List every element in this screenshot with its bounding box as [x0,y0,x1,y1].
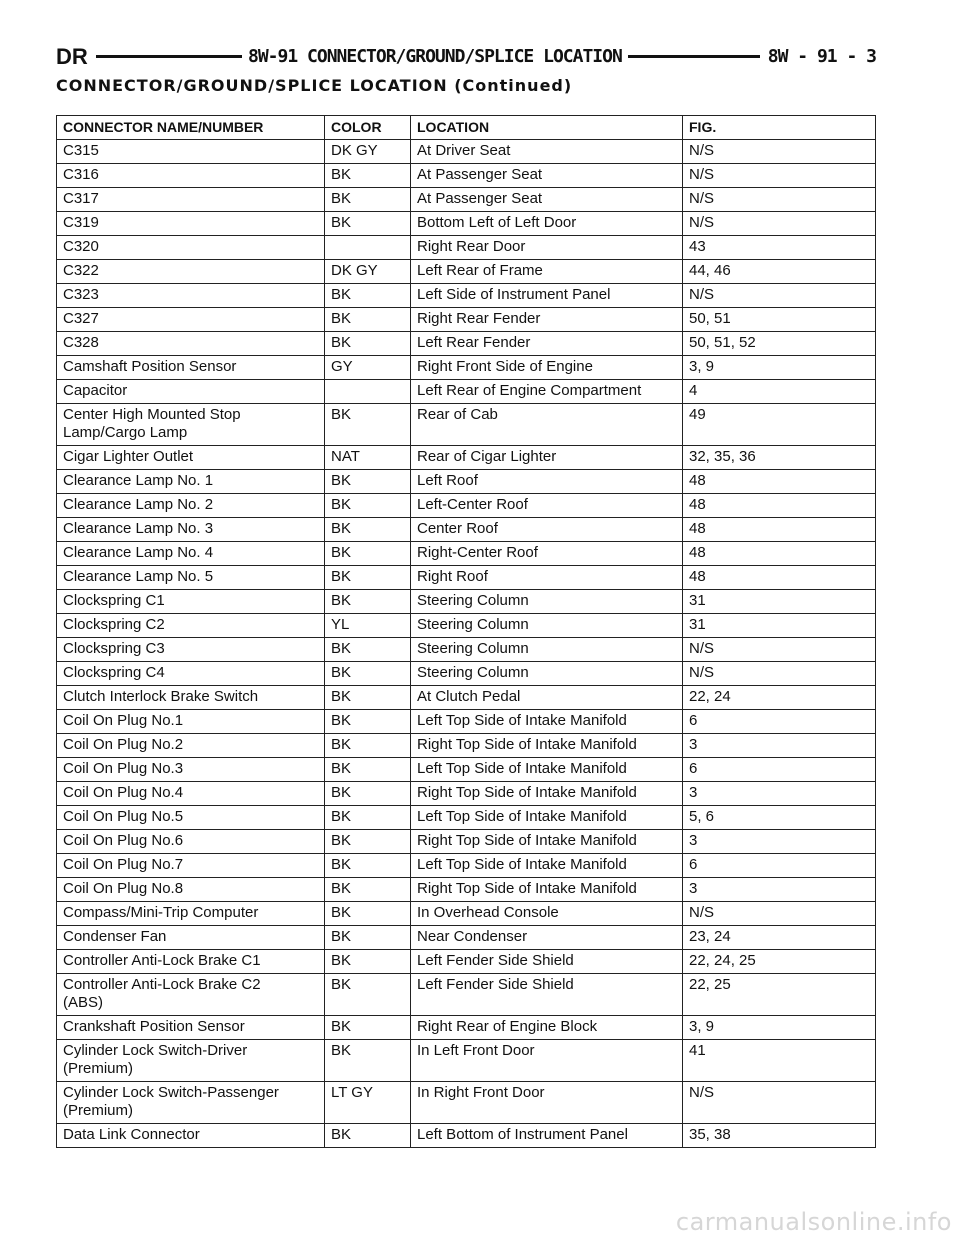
cell-location: At Driver Seat [411,140,683,164]
cell-fig: 22, 25 [683,974,876,1016]
table-row [57,782,876,806]
cell-connector: C320 [57,236,325,260]
page-header [56,44,876,70]
cell-color: BK [325,854,411,878]
cell-connector: Clutch Interlock Brake Switch [57,686,325,710]
cell-fig: 48 [683,494,876,518]
table-row [57,758,876,782]
cell-connector: C328 [57,332,325,356]
cell-fig: 5, 6 [683,806,876,830]
cell-color: BK [325,662,411,686]
cell-location: Left-Center Roof [411,494,683,518]
cell-location: Right Roof [411,566,683,590]
cell-fig: N/S [683,284,876,308]
table-row [57,974,876,1016]
table-row [57,638,876,662]
cell-fig: N/S [683,188,876,212]
cell-location: Rear of Cigar Lighter [411,446,683,470]
cell-color: BK [325,590,411,614]
cell-color: BK [325,638,411,662]
cell-connector: Cylinder Lock Switch-Passenger (Premium) [57,1082,325,1124]
table-row [57,494,876,518]
cell-fig: N/S [683,212,876,236]
cell-location: Right Top Side of Intake Manifold [411,830,683,854]
cell-connector: Clearance Lamp No. 1 [57,470,325,494]
cell-color: BK [325,1040,411,1082]
cell-location: Left Rear Fender [411,332,683,356]
header-page-number: 8W - 91 - 3 [760,44,876,70]
cell-color: BK [325,926,411,950]
cell-connector: Camshaft Position Sensor [57,356,325,380]
cell-connector: C323 [57,284,325,308]
table-row [57,902,876,926]
cell-color: BK [325,734,411,758]
cell-color: BK [325,494,411,518]
cell-color: BK [325,284,411,308]
table-row [57,1124,876,1148]
cell-fig: 22, 24 [683,686,876,710]
cell-fig: 50, 51, 52 [683,332,876,356]
cell-location: Left Top Side of Intake Manifold [411,806,683,830]
table-row [57,470,876,494]
cell-color: BK [325,686,411,710]
cell-connector: Controller Anti-Lock Brake C2 (ABS) [57,974,325,1016]
table-row [57,356,876,380]
table-row [57,140,876,164]
cell-fig: 50, 51 [683,308,876,332]
cell-fig: 35, 38 [683,1124,876,1148]
table-row [57,284,876,308]
cell-fig: 43 [683,236,876,260]
cell-connector: Clockspring C3 [57,638,325,662]
cell-color: GY [325,356,411,380]
table-row [57,1016,876,1040]
table-row [57,236,876,260]
cell-fig: 44, 46 [683,260,876,284]
cell-connector: Capacitor [57,380,325,404]
cell-location: Right Rear Door [411,236,683,260]
cell-color: LT GY [325,1082,411,1124]
cell-connector: C322 [57,260,325,284]
cell-location: Right-Center Roof [411,542,683,566]
header-section-title: 8W-91 CONNECTOR/GROUND/SPLICE LOCATION [242,44,628,70]
cell-location: Steering Column [411,614,683,638]
cell-connector: Clearance Lamp No. 3 [57,518,325,542]
cell-color: BK [325,1124,411,1148]
cell-location: In Left Front Door [411,1040,683,1082]
table-row [57,212,876,236]
cell-color: BK [325,806,411,830]
cell-connector: Compass/Mini-Trip Computer [57,902,325,926]
cell-connector: Coil On Plug No.2 [57,734,325,758]
cell-fig: 23, 24 [683,926,876,950]
table-row [57,164,876,188]
table-row [57,926,876,950]
cell-color: BK [325,308,411,332]
cell-color: BK [325,1016,411,1040]
cell-connector: Condenser Fan [57,926,325,950]
cell-color: BK [325,518,411,542]
cell-color: NAT [325,446,411,470]
cell-connector: C319 [57,212,325,236]
table-row [57,662,876,686]
cell-connector: Coil On Plug No.8 [57,878,325,902]
table-row [57,806,876,830]
cell-location: Left Top Side of Intake Manifold [411,854,683,878]
cell-connector: C315 [57,140,325,164]
cell-fig: 48 [683,518,876,542]
cell-location: Right Front Side of Engine [411,356,683,380]
table-row [57,734,876,758]
cell-location: Center Roof [411,518,683,542]
column-header-fig: FIG. [683,116,876,140]
cell-location: Left Top Side of Intake Manifold [411,758,683,782]
cell-location: At Clutch Pedal [411,686,683,710]
cell-fig: 48 [683,470,876,494]
cell-connector: Crankshaft Position Sensor [57,1016,325,1040]
page-subtitle: CONNECTOR/GROUND/SPLICE LOCATION (Continued) [56,76,573,95]
cell-connector: Cylinder Lock Switch-Driver (Premium) [57,1040,325,1082]
cell-fig: 6 [683,758,876,782]
cell-connector: Coil On Plug No.7 [57,854,325,878]
cell-connector: Clockspring C2 [57,614,325,638]
cell-fig: N/S [683,662,876,686]
table-body [57,140,876,1148]
cell-connector: Cigar Lighter Outlet [57,446,325,470]
cell-location: Right Top Side of Intake Manifold [411,782,683,806]
cell-color: BK [325,470,411,494]
cell-fig: N/S [683,164,876,188]
cell-color: DK GY [325,260,411,284]
cell-location: In Right Front Door [411,1082,683,1124]
cell-fig: N/S [683,902,876,926]
cell-fig: 6 [683,854,876,878]
table-row [57,542,876,566]
table-row [57,446,876,470]
cell-location: Rear of Cab [411,404,683,446]
cell-connector: Clockspring C1 [57,590,325,614]
watermark: carmanualsonline.info [675,1208,952,1236]
cell-color: BK [325,332,411,356]
cell-fig: 3, 9 [683,356,876,380]
cell-color: BK [325,566,411,590]
cell-color: BK [325,758,411,782]
cell-location: Right Top Side of Intake Manifold [411,878,683,902]
column-header-location: LOCATION [411,116,683,140]
table-row [57,878,876,902]
table-row [57,380,876,404]
table-row [57,332,876,356]
cell-color: BK [325,878,411,902]
table-row [57,518,876,542]
cell-connector: Coil On Plug No.4 [57,782,325,806]
table-row [57,566,876,590]
cell-connector: Coil On Plug No.6 [57,830,325,854]
column-header-connector: CONNECTOR NAME/NUMBER [57,116,325,140]
cell-color: YL [325,614,411,638]
table-row [57,1082,876,1124]
table-row [57,1040,876,1082]
connector-location-table [56,115,876,1148]
cell-location: Left Rear of Frame [411,260,683,284]
column-header-color: COLOR [325,116,411,140]
cell-location: Near Condenser [411,926,683,950]
header-left-code: DR [56,44,96,70]
cell-location: Right Top Side of Intake Manifold [411,734,683,758]
cell-location: At Passenger Seat [411,188,683,212]
cell-color: DK GY [325,140,411,164]
table-row [57,188,876,212]
cell-fig: N/S [683,1082,876,1124]
cell-fig: 6 [683,710,876,734]
cell-fig: 49 [683,404,876,446]
cell-color: BK [325,542,411,566]
table-row [57,710,876,734]
cell-connector: Coil On Plug No.1 [57,710,325,734]
cell-location: Bottom Left of Left Door [411,212,683,236]
cell-location: Left Rear of Engine Compartment [411,380,683,404]
cell-location: Left Side of Instrument Panel [411,284,683,308]
cell-fig: 48 [683,542,876,566]
table-row [57,614,876,638]
cell-connector: Controller Anti-Lock Brake C1 [57,950,325,974]
table-row [57,950,876,974]
cell-location: Left Roof [411,470,683,494]
table-row [57,308,876,332]
cell-color: BK [325,950,411,974]
cell-color: BK [325,188,411,212]
cell-color [325,236,411,260]
cell-fig: 4 [683,380,876,404]
cell-connector: Clearance Lamp No. 5 [57,566,325,590]
cell-connector: Clearance Lamp No. 2 [57,494,325,518]
cell-location: Steering Column [411,638,683,662]
cell-connector: Coil On Plug No.3 [57,758,325,782]
cell-color: BK [325,974,411,1016]
table-row [57,830,876,854]
cell-fig: 22, 24, 25 [683,950,876,974]
table-row [57,854,876,878]
cell-connector: C316 [57,164,325,188]
table-row [57,404,876,446]
cell-color: BK [325,404,411,446]
cell-connector: Clockspring C4 [57,662,325,686]
cell-color: BK [325,710,411,734]
cell-fig: 32, 35, 36 [683,446,876,470]
cell-location: Steering Column [411,662,683,686]
table-row [57,260,876,284]
table-row [57,686,876,710]
cell-location: Left Fender Side Shield [411,974,683,1016]
cell-color [325,380,411,404]
cell-connector: C327 [57,308,325,332]
cell-fig: 3 [683,830,876,854]
cell-location: Left Fender Side Shield [411,950,683,974]
cell-location: Steering Column [411,590,683,614]
table-row [57,590,876,614]
cell-color: BK [325,830,411,854]
cell-fig: 3, 9 [683,1016,876,1040]
cell-location: Right Rear Fender [411,308,683,332]
cell-connector: C317 [57,188,325,212]
cell-fig: 31 [683,590,876,614]
cell-color: BK [325,902,411,926]
cell-connector: Clearance Lamp No. 4 [57,542,325,566]
cell-location: Right Rear of Engine Block [411,1016,683,1040]
cell-fig: 48 [683,566,876,590]
table-header-row [57,116,876,140]
cell-location: In Overhead Console [411,902,683,926]
cell-color: BK [325,164,411,188]
cell-connector: Center High Mounted Stop Lamp/Cargo Lamp [57,404,325,446]
cell-connector: Data Link Connector [57,1124,325,1148]
cell-connector: Coil On Plug No.5 [57,806,325,830]
cell-fig: N/S [683,140,876,164]
cell-fig: 41 [683,1040,876,1082]
cell-fig: 31 [683,614,876,638]
cell-fig: N/S [683,638,876,662]
cell-location: Left Bottom of Instrument Panel [411,1124,683,1148]
cell-color: BK [325,782,411,806]
cell-fig: 3 [683,878,876,902]
cell-location: Left Top Side of Intake Manifold [411,710,683,734]
cell-color: BK [325,212,411,236]
cell-fig: 3 [683,782,876,806]
cell-location: At Passenger Seat [411,164,683,188]
cell-fig: 3 [683,734,876,758]
